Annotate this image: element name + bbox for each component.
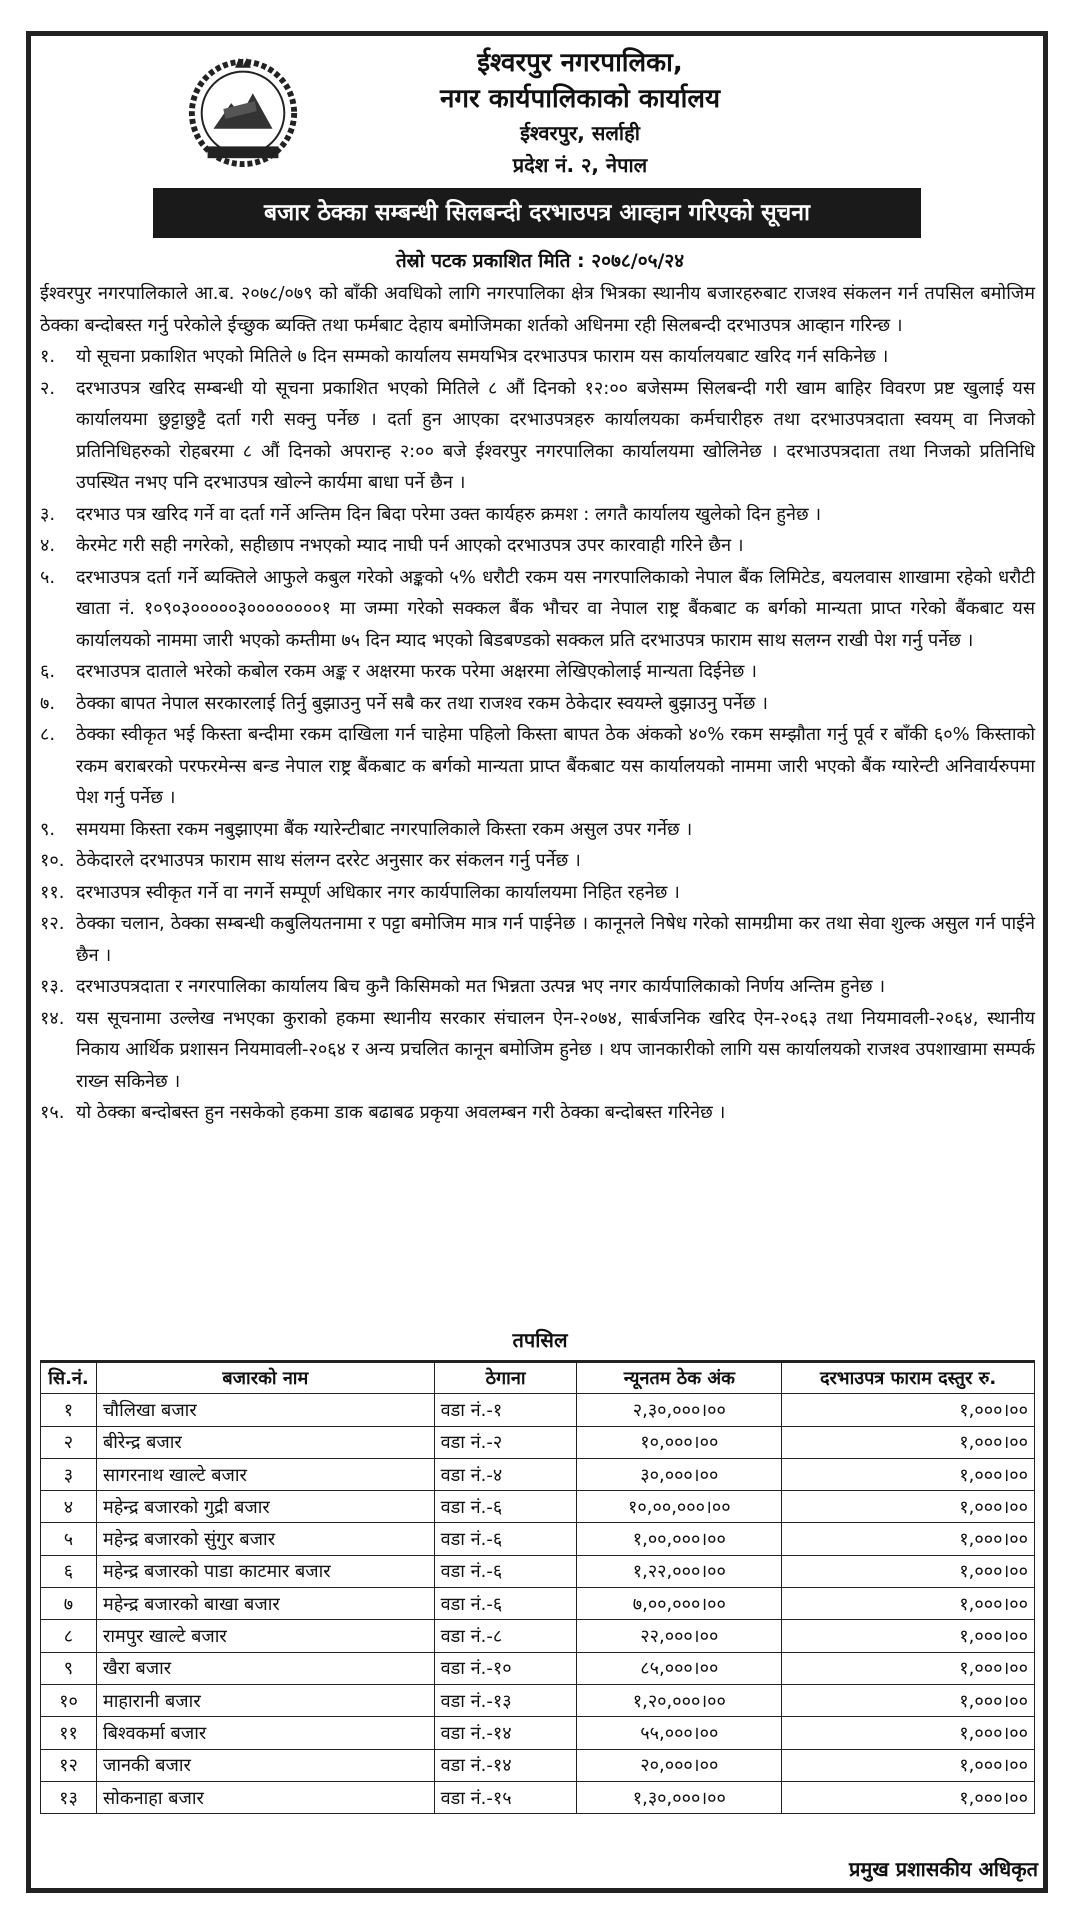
clause-text: ठेक्का बापत नेपाल सरकारलाई तिर्नु बुझाउनु पर्ने सबै कर तथा राजश्व रकम ठेकेदार स्वयम्ले बुझाउनु पर्नेछ । bbox=[76, 692, 768, 714]
table-row bbox=[41, 1620, 1035, 1652]
cell-serial: १० bbox=[41, 1684, 97, 1716]
col-header-form-fee: दरभाउपत्र फाराम दस्तुर रु. bbox=[782, 1362, 1035, 1394]
clause-number: १. bbox=[40, 346, 56, 367]
cell-serial: ५ bbox=[41, 1523, 97, 1555]
clause-text: ठेकेदारले दरभाउपत्र फाराम साथ संलग्न दररेट अनुसार कर संकलन गर्नु पर्नेछ । bbox=[76, 850, 581, 871]
office-location: ईश्वरपुर, सर्लाही bbox=[520, 121, 640, 145]
publication-date-line: तेस्रो पटक प्रकाशित मिति : २०७८/०५/२४ bbox=[395, 250, 685, 272]
clause-item bbox=[40, 1003, 1035, 1098]
cell-form-fee: १,०००।०० bbox=[782, 1491, 1035, 1523]
clause-list bbox=[40, 341, 1035, 1129]
clause-item bbox=[40, 908, 1035, 971]
cell-form-fee: १,०००।०० bbox=[782, 1781, 1035, 1813]
cell-market-name: महेन्द्र बजारको पाडा काटमार बजार bbox=[96, 1555, 434, 1587]
cell-min-amount: २,३०,०००।०० bbox=[577, 1394, 782, 1426]
clause-number: ९. bbox=[40, 818, 56, 840]
cell-serial: १२ bbox=[41, 1749, 97, 1781]
clause-number: ६. bbox=[40, 661, 56, 682]
cell-market-name: चौलिखा बजार bbox=[96, 1394, 434, 1426]
clause-text: दरभाउपत्र दाताले भरेको कबोल रकम अङ्क र अक्षरमा फरक परेमा अक्षरमा लेखिएकोलाई मान्यता दिईनेछ । bbox=[76, 661, 757, 682]
table-row bbox=[41, 1749, 1035, 1781]
cell-address: वडा नं.-२ bbox=[434, 1426, 577, 1458]
cell-min-amount: ७,००,०००।०० bbox=[577, 1588, 782, 1620]
table-row bbox=[41, 1588, 1035, 1620]
clause-item bbox=[40, 562, 1035, 657]
office-name-line1: ईश्वरपुर नगरपालिका, bbox=[477, 48, 683, 78]
cell-form-fee: १,०००।०० bbox=[782, 1749, 1035, 1781]
cell-address: वडा नं.-१३ bbox=[434, 1684, 577, 1716]
table-row bbox=[41, 1491, 1035, 1523]
cell-address: वडा नं.-१४ bbox=[434, 1717, 577, 1749]
table-row bbox=[41, 1717, 1035, 1749]
cell-min-amount: ३०,०००।०० bbox=[577, 1458, 782, 1490]
table-row bbox=[41, 1781, 1035, 1813]
clause-item bbox=[40, 845, 1035, 877]
cell-address: वडा नं.-६ bbox=[434, 1523, 577, 1555]
cell-min-amount: १,३०,०००।०० bbox=[577, 1781, 782, 1813]
col-header-min-amount: न्यूनतम ठेक अंक bbox=[577, 1362, 782, 1394]
clause-text: ठेक्का चलान, ठेक्का सम्बन्धी कबुलियतनामा र पट्टा बमोजिम मात्र गर्न पाईनेछ । कानूनले निषेध गरेको सामग्रीमा कर तथा सेवा शुल्क असुल गर्न पाईने छैन । bbox=[76, 913, 1035, 966]
cell-min-amount: १,२२,०००।०० bbox=[577, 1555, 782, 1587]
clause-text: यो सूचना प्रकाशित भएको मितिले ७ दिन सम्मको कार्यालय समयभित्र दरभाउपत्र फाराम यस कार्यालयबाट खरिद गर्न सकिनेछ । bbox=[76, 346, 889, 367]
cell-market-name: बिश्वकर्मा बजार bbox=[96, 1717, 434, 1749]
cell-form-fee: १,०००।०० bbox=[782, 1588, 1035, 1620]
clause-item bbox=[40, 499, 1035, 531]
clause-number: २. bbox=[40, 377, 56, 399]
cell-address: वडा नं.-८ bbox=[434, 1620, 577, 1652]
cell-serial: ३ bbox=[41, 1458, 97, 1490]
cell-market-name: बीरेन्द्र बजार bbox=[96, 1426, 434, 1458]
clause-number: ११. bbox=[40, 881, 65, 903]
cell-address: वडा नं.-१० bbox=[434, 1652, 577, 1684]
cell-form-fee: १,०००।०० bbox=[782, 1684, 1035, 1716]
cell-min-amount: १,००,०००।०० bbox=[577, 1523, 782, 1555]
cell-address: वडा नं.-६ bbox=[434, 1491, 577, 1523]
clause-item bbox=[40, 877, 1035, 909]
clause-text: यो ठेक्का बन्दोबस्त हुन नसकेको हकमा डाक बढाबढ प्रकृया अवलम्बन गरी ठेक्का बन्दोबस्त गरिनेछ । bbox=[76, 1102, 726, 1123]
cell-market-name: सागरनाथ खाल्टे बजार bbox=[96, 1458, 434, 1490]
cell-address: वडा नं.-१५ bbox=[434, 1781, 577, 1813]
cell-min-amount: २०,०००।०० bbox=[577, 1749, 782, 1781]
cell-market-name: महेन्द्र बजारको गुद्री बजार bbox=[96, 1491, 434, 1523]
table-row bbox=[41, 1426, 1035, 1458]
cell-form-fee: १,०००।०० bbox=[782, 1620, 1035, 1652]
cell-address: वडा नं.-४ bbox=[434, 1458, 577, 1490]
clause-text: दरभाउपत्रदाता र नगरपालिका कार्यालय बिच कुनै किसिमको मत भिन्नता उत्पन्न भए नगर कार्यपालिकाको निर्णय अन्तिम हुनेछ । bbox=[76, 976, 886, 997]
clause-text: दरभाउपत्र स्वीकृत गर्ने वा नगर्ने सम्पूर्ण अधिकार नगर कार्यपालिका कार्यालयमा निहित रहनेछ । bbox=[76, 881, 680, 903]
office-province: प्रदेश नं. २, नेपाल bbox=[512, 153, 648, 177]
clause-number: १४. bbox=[40, 1007, 65, 1029]
cell-serial: ८ bbox=[41, 1620, 97, 1652]
cell-serial: २ bbox=[41, 1426, 97, 1458]
clause-item bbox=[40, 814, 1035, 846]
clause-text: दरभाउपत्र दर्ता गर्ने ब्यक्तिले आफुले कबुल गरेको अङ्कको ५% धरौटी रकम यस नगरपालिकाको नेपाल बैंक लिमिटेड, बयलवास शाखामा रहेको धरौटी खाता नं. १०९०३०००००३००००००००१ मा जम्मा गरेको सक्कल बैंक भौचर वा नेपाल राष्ट्र बैंकबाट क बर्गको मान्यता प्राप्त गरेको बैंकबाट यस कार्यालयको नाममा जारी भएको कम्तीमा ७५ दिन म्याद भएको बिडबण्डको सक्कल प्रति दरभाउपत्र फाराम साथ सलग्न राखी पेश गर्नु पर्नेछ । bbox=[76, 566, 1035, 651]
clause-text: दरभाउपत्र खरिद सम्बन्धी यो सूचना प्रकाशित भएको मितिले ८ औं दिनको १२:०० बजेसम्म सिलबन्दी गरी खाम बाहिर विवरण प्रष्ट खुलाई यस कार्यालयमा छुट्टाछुट्टै दर्ता गरी सक्नु पर्नेछ । दर्ता हुन आएका दरभाउपत्रहरु कार्यालयका कर्मचारीहरु तथा दरभाउपत्रदाता स्वयम् वा निजको प्रतिनिधिहरुको रोहबरमा ८ औं दिनको अपरान्ह २:०० बजे ईश्वरपुर नगरपालिका कार्यालयमा खोलिनेछ । दरभाउपत्रदाता तथा निजको प्रतिनिधि उपस्थित नभए पनि दरभाउपत्र खोल्ने कार्यमा बाधा पर्ने छैन । bbox=[76, 377, 1035, 493]
clause-item bbox=[40, 971, 1035, 1003]
clause-number: १०. bbox=[40, 850, 65, 871]
clause-number: ४. bbox=[40, 535, 56, 556]
cell-market-name: माहारानी बजार bbox=[96, 1684, 434, 1716]
col-header-serial: सि.नं. bbox=[41, 1362, 97, 1394]
nepal-emblem-logo bbox=[184, 52, 302, 170]
clause-number: १२. bbox=[40, 913, 65, 934]
notice-body bbox=[40, 278, 1035, 1129]
clause-number: १३. bbox=[40, 976, 65, 997]
cell-market-name: सोकनाहा बजार bbox=[96, 1781, 434, 1813]
cell-form-fee: १,०००।०० bbox=[782, 1717, 1035, 1749]
clause-text: ठेक्का स्वीकृत भई किस्ता बन्दीमा रकम दाखिला गर्न चाहेमा पहिलो किस्ता बापत ठेक अंकको ४०% रकम सम्झौता गर्नु पूर्व र बाँकी ६०% किस्ताको रकम बराबरको परफरमेन्स बन्ड नेपाल राष्ट्र बैंकबाट क बर्गको मान्यता प्राप्त बैंकबाट यस कार्यालयको नाममा जारी भएको बैंक ग्यारेन्टी अनिवार्यरुपमा पेश गर्नु पर्नेछ । bbox=[76, 724, 1035, 808]
cell-form-fee: १,०००।०० bbox=[782, 1652, 1035, 1684]
cell-form-fee: १,०००।०० bbox=[782, 1394, 1035, 1426]
table-header-row bbox=[41, 1362, 1035, 1394]
clause-item bbox=[40, 688, 1035, 720]
cell-serial: ४ bbox=[41, 1491, 97, 1523]
cell-min-amount: ५५,०००।०० bbox=[577, 1717, 782, 1749]
clause-text: समयमा किस्ता रकम नबुझाएमा बैंक ग्यारेन्टीबाट नगरपालिकाले किस्ता रकम असुल उपर गर्नेछ । bbox=[76, 818, 693, 840]
clause-number: ५. bbox=[40, 566, 56, 588]
cell-market-name: महेन्द्र बजारको बाखा बजार bbox=[96, 1588, 434, 1620]
clause-text: केरमेट गरी सही नगरेको, सहीछाप नभएको म्याद नाघी पर्न आएको दरभाउपत्र उपर कारवाही गरिने छैन । bbox=[76, 535, 744, 556]
cell-market-name: खैरा बजार bbox=[96, 1652, 434, 1684]
cell-serial: ११ bbox=[41, 1717, 97, 1749]
cell-address: वडा नं.-१४ bbox=[434, 1749, 577, 1781]
clause-number: ७. bbox=[40, 692, 56, 714]
table-row bbox=[41, 1458, 1035, 1490]
office-name-line2: नगर कार्यपालिकाको कार्यालय bbox=[439, 84, 721, 114]
notice-title-banner: बजार ठेक्का सम्बन्धी सिलबन्दी दरभाउपत्र आव्हान गरिएको सूचना bbox=[153, 188, 921, 238]
cell-min-amount: १,२०,०००।०० bbox=[577, 1684, 782, 1716]
cell-form-fee: १,०००।०० bbox=[782, 1426, 1035, 1458]
clause-text: दरभाउ पत्र खरिद गर्ने वा दर्ता गर्ने अन्तिम दिन बिदा परेमा उक्त कार्यहरु क्रमश : लगतै कार्यालय खुलेको दिन हुनेछ । bbox=[76, 503, 822, 525]
signatory-title: प्रमुख प्रशासकीय अधिकृत bbox=[849, 1857, 1038, 1881]
cell-min-amount: २२,०००।०० bbox=[577, 1620, 782, 1652]
clause-item bbox=[40, 341, 1035, 373]
clause-number: ८. bbox=[40, 724, 56, 745]
cell-form-fee: १,०००।०० bbox=[782, 1523, 1035, 1555]
cell-address: वडा नं.-६ bbox=[434, 1588, 577, 1620]
table-row bbox=[41, 1555, 1035, 1587]
clause-number: १५. bbox=[40, 1102, 65, 1123]
cell-serial: ७ bbox=[41, 1588, 97, 1620]
clause-item bbox=[40, 373, 1035, 499]
cell-address: वडा नं.-१ bbox=[434, 1394, 577, 1426]
cell-serial: ६ bbox=[41, 1555, 97, 1587]
cell-min-amount: १०,०००।०० bbox=[577, 1426, 782, 1458]
cell-serial: १३ bbox=[41, 1781, 97, 1813]
table-body bbox=[41, 1394, 1035, 1814]
cell-market-name: रामपुर खाल्टे बजार bbox=[96, 1620, 434, 1652]
table-row bbox=[41, 1523, 1035, 1555]
col-header-address: ठेगाना bbox=[434, 1362, 577, 1394]
cell-form-fee: १,०००।०० bbox=[782, 1458, 1035, 1490]
table-row bbox=[41, 1394, 1035, 1426]
intro-paragraph: ईश्वरपुर नगरपालिकाले आ.ब. २०७८/०७९ को बाँकी अवधिको लागि नगरपालिका क्षेत्र भित्रका स्थानीय बजारहरुबाट राजश्व संकलन गर्न तपसिल बमोजिम ठेक्का बन्दोबस्त गर्नु परेकोले ईच्छुक ब्यक्ति तथा फर्मबाट देहाय बमोजिमका शर्तको अधिनमा रही सिलबन्दी दरभाउपत्र आव्हान गरिन्छ । bbox=[40, 283, 1035, 336]
clause-item bbox=[40, 530, 1035, 562]
cell-min-amount: १०,००,०००।०० bbox=[577, 1491, 782, 1523]
cell-address: वडा नं.-६ bbox=[434, 1555, 577, 1587]
cell-market-name: जानकी बजार bbox=[96, 1749, 434, 1781]
table-row bbox=[41, 1652, 1035, 1684]
cell-serial: १ bbox=[41, 1394, 97, 1426]
clause-item bbox=[40, 1097, 1035, 1129]
market-schedule-table bbox=[40, 1360, 1035, 1814]
table-row bbox=[41, 1684, 1035, 1716]
cell-market-name: महेन्द्र बजारको सुंगुर बजार bbox=[96, 1523, 434, 1555]
clause-item bbox=[40, 719, 1035, 814]
cell-form-fee: १,०००।०० bbox=[782, 1555, 1035, 1587]
cell-min-amount: ८५,०००।०० bbox=[577, 1652, 782, 1684]
clause-item bbox=[40, 656, 1035, 688]
clause-number: ३. bbox=[40, 503, 56, 525]
clause-text: यस सूचनामा उल्लेख नभएका कुराको हकमा स्थानीय सरकार संचालन ऐन-२०७४, सार्बजनिक खरिद ऐन-२०६३ तथा नियमावली-२०६४, स्थानीय निकाय आर्थिक प्रशासन नियमावली-२०६४ र अन्य प्रचलित कानून बमोजिम हुनेछ । थप जानकारीको लागि यस कार्यालयको राजश्व उपशाखामा सम्पर्क राख्न सकिनेछ । bbox=[76, 1007, 1035, 1092]
cell-serial: ९ bbox=[41, 1652, 97, 1684]
schedule-heading: तपसिल bbox=[512, 1328, 568, 1352]
col-header-market-name: बजारको नाम bbox=[96, 1362, 434, 1394]
